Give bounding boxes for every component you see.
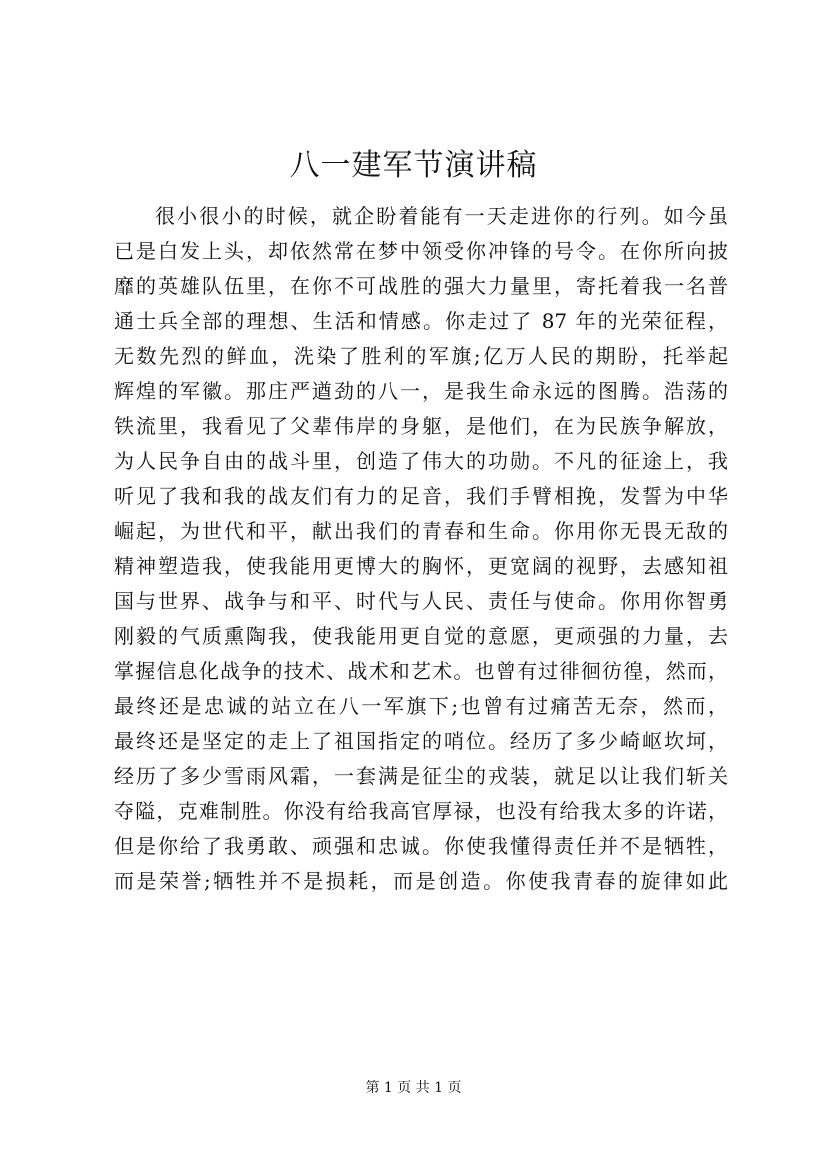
text-line: 铁流里，我看见了父辈伟岸的身躯，是他们，在为民族争解放， <box>114 414 728 438</box>
text-line: 已是白发上头，却依然常在梦中领受你冲锋的号令。在你所向披 <box>114 239 728 263</box>
text-line: 精神塑造我，使我能用更博大的胸怀，更宽阔的视野，去感知祖 <box>114 554 728 578</box>
text-line: 辉煌的军徽。那庄严遒劲的八一，是我生命永远的图腾。浩荡的 <box>114 379 728 403</box>
text-line: 掌握信息化战争的技术、战术和艺术。也曾有过徘徊彷徨，然而， <box>114 659 728 683</box>
text-line: 靡的英雄队伍里，在你不可战胜的强大力量里，寄托着我一名普 <box>114 274 728 298</box>
text-line: 无数先烈的鲜血，洗染了胜利的军旗;亿万人民的期盼，托举起 <box>114 344 728 368</box>
text-line: 最终还是忠诚的站立在八一军旗下;也曾有过痛苦无奈，然而， <box>114 694 728 718</box>
text-line: 听见了我和我的战友们有力的足音，我们手臂相挽，发誓为中华 <box>114 484 728 508</box>
text-line: 但是你给了我勇敢、顽强和忠诚。你使我懂得责任并不是牺牲， <box>114 834 728 858</box>
text-line: 而是荣誉;牺牲并不是损耗，而是创造。你使我青春的旋律如此 <box>114 869 728 893</box>
text-line: 很小很小的时候，就企盼着能有一天走进你的行列。如今虽 <box>155 204 728 228</box>
text-line: 经历了多少雪雨风霜，一套满是征尘的戎装，就足以让我们斩关 <box>114 764 728 788</box>
text-line: 为人民争自由的战斗里，创造了伟大的功勋。不凡的征途上，我 <box>114 449 728 473</box>
text-line: 通士兵全部的理想、生活和情感。你走过了 87 年的光荣征程， <box>114 309 728 333</box>
text-line: 最终还是坚定的走上了祖国指定的哨位。经历了多少崎岖坎坷， <box>114 729 728 753</box>
text-line: 崛起，为世代和平，献出我们的青春和生命。你用你无畏无敌的 <box>114 519 728 543</box>
page-footer: 第 1 页 共 1 页 <box>365 1080 462 1096</box>
text-line: 国与世界、战争与和平、时代与人民、责任与使命。你用你智勇 <box>114 589 728 613</box>
text-line: 刚毅的气质熏陶我，使我能用更自觉的意愿，更顽强的力量，去 <box>114 624 728 648</box>
page-title: 八一建军节演讲稿 <box>289 148 538 183</box>
body-text <box>114 199 728 899</box>
text-line: 夺隘，克难制胜。你没有给我高官厚禄，也没有给我太多的许诺， <box>114 799 728 823</box>
